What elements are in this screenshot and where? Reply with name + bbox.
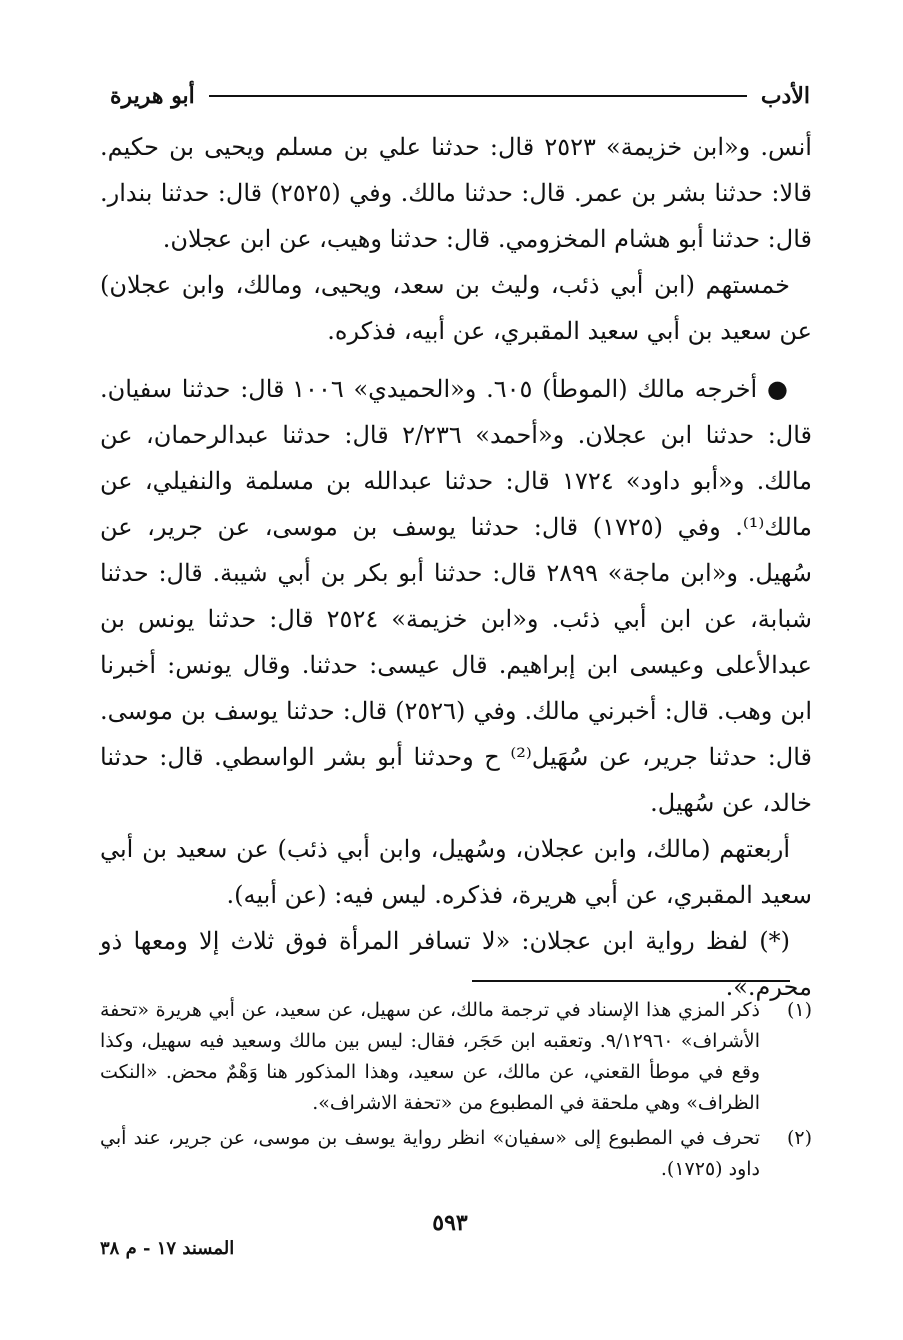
page-number: ٥٩٣ [432,1210,468,1236]
footnote-text: ذكر المزي هذا الإسناد في ترجمة مالك، عن سهيل، عن سعيد، عن أبي هريرة «تحفة الأشراف» ٩/١٢٩٦٠. وتعقبه ابن حَجَر، فقال: ليس بين مالك وسعيد فيه سهيل، وكذا وقع في موطأ القعني، عن مالك، عن سعيد، وهذا المذكور هنا وَهْمٌ محض. «النكت الظراف» وهي ملحقة في المطبوع من «تحفة الاشراف». [100,999,760,1114]
section-title: الأدب [760,83,810,109]
paragraph-takhrij: ● أخرجه مالك (الموطأ) ٦٠٥. و«الحميدي» ١٠٠٦ قال: حدثنا سفيان. قال: حدثنا ابن عجلان. و«أحمد» ٢/٢٣٦ قال: حدثنا عبدالرحمان، عن مالك. و«أبو داود» ١٧٢٤ قال: حدثنا عبدالله بن مسلمة والنفيلي، عن مالك⁽¹⁾. وفي (١٧٢٥) قال: حدثنا يوسف بن موسى، عن جرير، عن سُهيل. و«ابن ماجة» ٢٨٩٩ قال: حدثنا أبو بكر بن أبي شيبة. قال: حدثنا شبابة، عن ابن أبي ذئب. و«ابن خزيمة» ٢٥٢٤ قال: حدثنا يونس بن عبدالأعلى وعيسى ابن إبراهيم. قال عيسى: حدثنا. وقال يونس: أخبرنا ابن وهب. قال: أخبرني مالك. وفي (٢٥٢٦) قال: حدثنا يوسف بن موسى. قال: حدثنا جرير، عن سُهَيل⁽²⁾ ح وحدثنا أبو بشر الواسطي. قال: حدثنا خالد، عن سُهيل. [100,375,813,817]
paragraph-arbaatuhum: أربعتهم (مالك، وابن عجلان، وسُهيل، وابن أبي ذئب) عن سعيد بن أبي سعيد المقبري، عن أبي هريرة، فذكره. ليس فيه: (عن أبيه). [100,835,812,909]
printer-signature: المسند ١٧ - م ٣٨ [100,1238,235,1259]
footnote-item [100,1123,812,1185]
main-text [100,124,812,1010]
paragraph-ibn-khuzayma: أنس. و«ابن خزيمة» ٢٥٢٣ قال: حدثنا علي بن مسلم ويحيى بن حكيم. قالا: حدثنا بشر بن عمر. قال: حدثنا مالك. وفي (٢٥٢٥) قال: حدثنا بندار. قال: حدثنا أبو هشام المخزومي. قال: حدثنا وهيب، عن ابن عجلان. [100,133,812,253]
footnote-number: (٢) [786,1127,812,1149]
footnote-number: (١) [786,999,812,1021]
subject-title: أبو هريرة [110,83,195,109]
paragraph-lafz: (*) لفظ رواية ابن عجلان: «لا تسافر المرأة فوق ثلاث إلا ومعها ذو محرم.». [100,927,812,1001]
paragraph-khamsatuhum: خمستهم (ابن أبي ذئب، وليث بن سعد، ويحيى، ومالك، وابن عجلان) عن سعيد بن أبي سعيد المقبري، عن أبيه، فذكره. [100,271,812,345]
footnote-separator [472,980,790,982]
footnote-item [100,995,812,1119]
footnote-text: تحرف في المطبوع إلى «سفيان» انظر رواية يوسف بن موسى، عن جرير، عند أبي داود (١٧٢٥). [100,1127,760,1180]
header-rule [209,95,747,97]
footnotes [100,995,812,1189]
running-header [110,78,810,114]
